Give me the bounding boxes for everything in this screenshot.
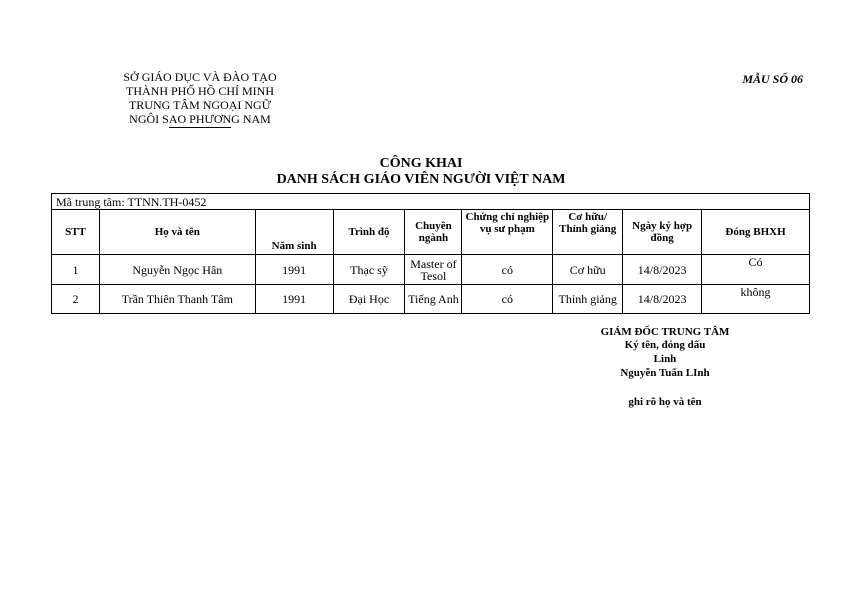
- header-contract-date: Ngày ký hợp đồng: [623, 210, 702, 255]
- cell-birth-year: 1991: [255, 285, 333, 314]
- form-number: MẪU SỐ 06: [742, 72, 803, 86]
- cell-contract-date: 14/8/2023: [623, 255, 702, 285]
- signature-title: GIÁM ĐỐC TRUNG TÂM: [600, 326, 730, 338]
- cell-contract-date: 14/8/2023: [623, 285, 702, 314]
- header-major: Chuyên ngành: [405, 210, 462, 255]
- header-qualification: Trình độ: [333, 210, 405, 255]
- cell-employment-type: Cơ hữu: [553, 255, 623, 285]
- signature-note: Ký tên, đóng dấu: [624, 339, 706, 351]
- header-certificate: Chứng chỉ nghiệp vụ sư phạm: [462, 210, 553, 255]
- cell-qualification: Đại Học: [333, 285, 405, 314]
- header-birth-year: Năm sinh: [255, 210, 333, 255]
- cell-employment-type: Thỉnh giảng: [553, 285, 623, 314]
- signature-sign: Linh: [653, 353, 677, 365]
- header-stt: STT: [52, 210, 100, 255]
- table-row: [52, 255, 810, 285]
- org-line-2: THÀNH PHỐ HỒ CHÍ MINH: [126, 84, 274, 98]
- organization-header: [100, 70, 300, 128]
- org-line-1: SỞ GIÁO DỤC VÀ ĐÀO TẠO: [123, 70, 277, 84]
- cell-stt: 1: [52, 255, 100, 285]
- cell-name: Trần Thiên Thanh Tâm: [99, 285, 255, 314]
- cell-birth-year: 1991: [255, 255, 333, 285]
- header-employment-type: Cơ hữu/ Thỉnh giảng: [553, 210, 623, 255]
- document-subtitle: DANH SÁCH GIÁO VIÊN NGƯỜI VIỆT NAM: [276, 172, 566, 187]
- cell-stt: 2: [52, 285, 100, 314]
- org-line-4: NGÔI SAO PHƯƠNG NAM: [129, 112, 271, 126]
- org-line-3: TRUNG TÂM NGOẠI NGỮ: [128, 98, 272, 112]
- header-name: Họ và tên: [99, 210, 255, 255]
- cell-social-insurance: Có: [702, 255, 810, 285]
- signature-name: Nguyễn Tuấn LInh: [620, 367, 710, 379]
- signature-footer: ghi rõ họ và tên: [628, 396, 702, 408]
- cell-certificate: có: [462, 255, 553, 285]
- document-title: CÔNG KHAI: [379, 156, 463, 171]
- cell-qualification: Thạc sỹ: [333, 255, 405, 285]
- table-header-row: [52, 210, 810, 255]
- cell-social-insurance: không: [702, 285, 810, 314]
- cell-name: Nguyễn Ngọc Hân: [99, 255, 255, 285]
- header-social-insurance: Đóng BHXH: [702, 210, 810, 255]
- org-underline: [169, 127, 231, 128]
- table-row: [52, 285, 810, 314]
- teacher-table: [51, 193, 810, 314]
- cell-major: Master of Tesol: [405, 255, 462, 285]
- cell-certificate: có: [462, 285, 553, 314]
- cell-major: Tiếng Anh: [405, 285, 462, 314]
- center-code: Mã trung tâm: TTNN.TH-0452: [52, 194, 810, 210]
